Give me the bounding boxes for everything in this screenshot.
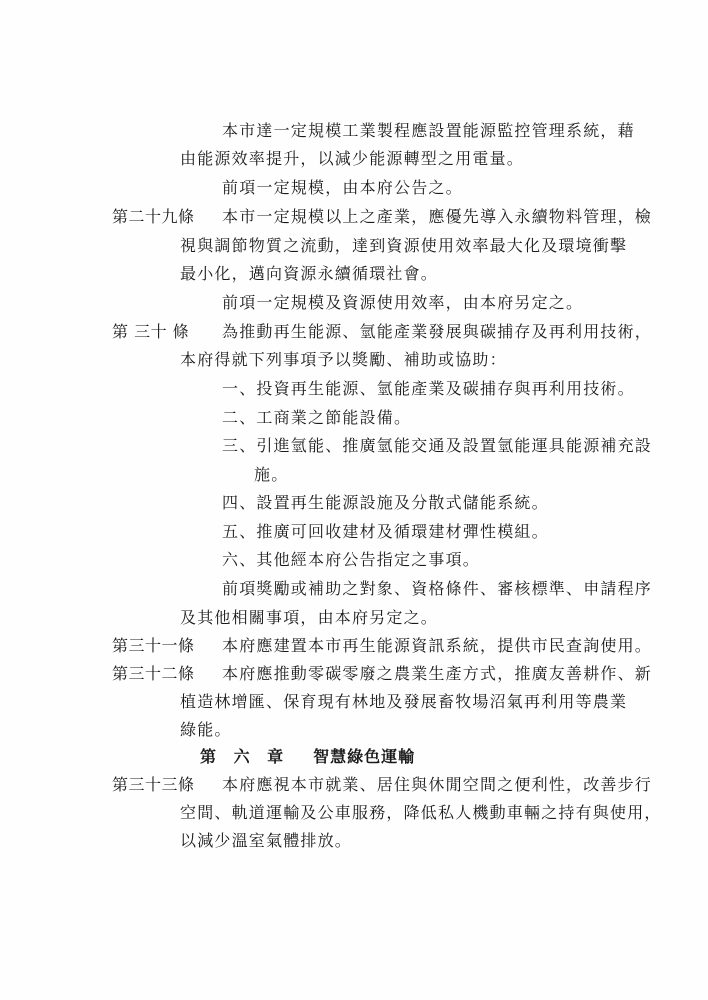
article-30-text: 為推動再生能源、氫能產業發展與碳捕存及再利用技術，: [222, 322, 653, 341]
article-30-item: 施。: [254, 465, 289, 484]
intro-line: 由能源效率提升，以減少能源轉型之用電量。: [180, 149, 525, 168]
article-30-item: 一、投資再生能源、氫能產業及碳捕存與再利用技術。: [222, 379, 635, 398]
article-33-text: 空間、軌道運輸及公車服務，降低私人機動車輛之持有與使用，: [180, 803, 662, 822]
article-30-item: 四、設置再生能源設施及分散式儲能系統。: [222, 493, 549, 512]
article-29-text: 視與調節物質之流動，達到資源使用效率最大化及環境衝擊: [180, 236, 628, 255]
article-31-label: 第三十一條: [112, 636, 195, 655]
article-32-text: 綠能。: [180, 720, 232, 739]
article-29-text: 前項一定規模及資源使用效率，由本府另定之。: [222, 293, 584, 312]
article-33-label: 第三十三條: [112, 775, 195, 794]
intro-line: 前項一定規模，由本府公告之。: [222, 178, 463, 197]
article-30-text: 前項獎勵或補助之對象、資格條件、審核標準、申請程序: [222, 579, 653, 598]
article-29-label: 第二十九條: [112, 207, 195, 226]
article-32-text: 本府應推動零碳零廢之農業生產方式，推廣友善耕作、新: [222, 664, 653, 683]
article-30-item: 二、工商業之節能設備。: [222, 408, 412, 427]
article-30-text: 本府得就下列事項予以獎勵、補助或協助：: [180, 350, 507, 369]
article-30-item: 五、推廣可回收建材及循環建材彈性模組。: [222, 522, 549, 541]
intro-line: 本市達一定規模工業製程應設置能源監控管理系統，藉: [222, 121, 635, 140]
article-31-text: 本府應建置本市再生能源資訊系統，提供市民查詢使用。: [222, 636, 653, 655]
article-33-text: 以減少溫室氣體排放。: [180, 831, 353, 850]
article-29-text: 本市一定規模以上之產業，應優先導入永續物料管理，檢: [222, 207, 653, 226]
article-32-text: 植造林增匯、保育現有林地及發展畜牧場沼氣再利用等農業: [180, 692, 628, 711]
article-30-text: 及其他相關事項，由本府另定之。: [180, 608, 439, 627]
article-30-label: 第 三十 條: [112, 322, 190, 341]
article-30-item: 三、引進氫能、推廣氫能交通及設置氫能運具能源補充設: [222, 436, 653, 455]
chapter-title: 智慧綠色運輸: [313, 747, 416, 766]
article-30-item: 六、其他經本府公告指定之事項。: [222, 550, 481, 569]
chapter-heading: [200, 747, 415, 767]
article-33-text: 本府應視本市就業、居住與休閒空間之便利性，改善步行: [222, 775, 653, 794]
article-32-label: 第三十二條: [112, 664, 195, 683]
chapter-number: 第 六 章: [200, 747, 290, 766]
article-29-text: 最小化，邁向資源永續循環社會。: [180, 264, 439, 283]
